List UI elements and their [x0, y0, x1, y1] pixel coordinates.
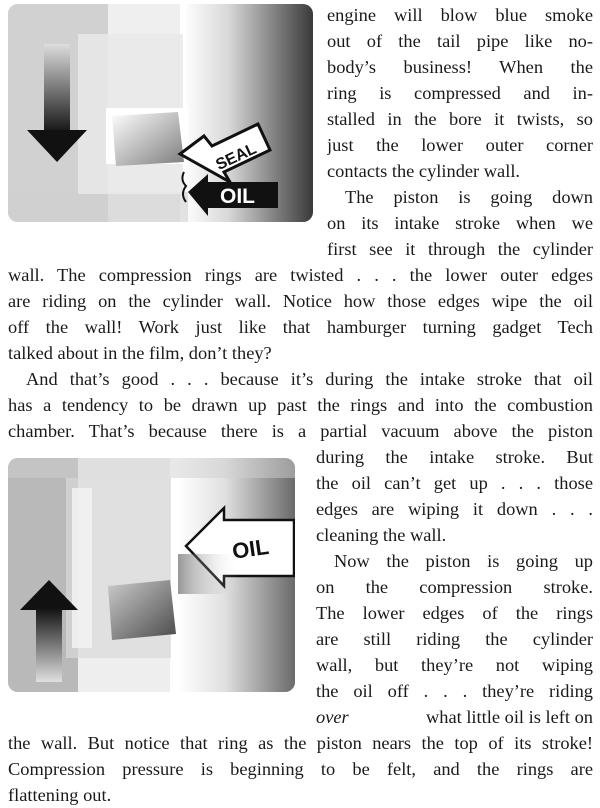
text-line: Now the piston is going up: [334, 551, 593, 571]
text-line: are still riding the cylinder: [316, 629, 593, 649]
emphasis-over: over: [316, 707, 349, 727]
text-line: on its intake stroke when we: [327, 213, 593, 233]
text-line: on the compression stroke.: [316, 577, 593, 597]
text-line: chamber. That’s because there is a partial vacuum above the piston: [8, 421, 593, 441]
text-line-rest: what little oil is left on: [425, 707, 593, 727]
text-line: the wall. But notice that ring as the piston nears the top of its stroke!: [8, 733, 593, 753]
text-line: just the lower outer corner: [327, 135, 593, 155]
text-line: flattening out.: [8, 785, 112, 805]
figure-intake-stroke: [8, 4, 313, 222]
oil-label-2: OIL: [230, 533, 271, 564]
text-line: are riding on the cylinder wall. Notice how those edges wipe the oil: [8, 291, 593, 311]
text-line: The piston is going down: [345, 187, 593, 207]
text-line: And that’s good . . . because it’s during the intake stroke that oil: [26, 369, 593, 389]
text-line: cleaning the wall.: [316, 525, 447, 545]
text-line: out of the tail pipe like no-: [327, 31, 593, 51]
text-line: ring is compressed and in-: [327, 83, 593, 103]
text-line: wall. The compression rings are twisted . . . the lower outer edges: [8, 265, 593, 285]
text-line: wall, but they’re not wiping: [316, 655, 593, 675]
text-line: talked about in the film, don’t they?: [8, 343, 272, 363]
figure-compression-illustration: [8, 458, 295, 692]
text-line: engine will blow blue smoke: [327, 5, 593, 25]
text-line: contacts the cylinder wall.: [327, 161, 521, 181]
seal-label: SEAL: [213, 140, 260, 174]
text-line: the oil can’t get up . . . those: [316, 473, 593, 493]
figure-compression-stroke: [8, 458, 295, 692]
text-line: Compression pressure is beginning to be felt, and the rings are: [8, 759, 593, 779]
figure-intake-illustration: [8, 4, 313, 222]
text-line: stalled in the bore it twists, so: [327, 109, 593, 129]
text-line: first see it through the cylinder: [327, 239, 593, 259]
text-line: edges are wiping it down . . .: [316, 499, 593, 519]
text-line: The lower edges of the rings: [316, 603, 593, 623]
oil-label-1: OIL: [220, 185, 255, 208]
text-line: during the intake stroke. But: [316, 447, 593, 467]
text-line: has a tendency to be drawn up past the rings and into the combustion: [8, 395, 593, 415]
text-line: body’s business! When the: [327, 57, 593, 77]
text-line: [316, 704, 593, 730]
text-line: the oil off . . . they’re riding: [316, 681, 593, 701]
text-line: off the wall! Work just like that hamburger turning gadget Tech: [8, 317, 593, 337]
